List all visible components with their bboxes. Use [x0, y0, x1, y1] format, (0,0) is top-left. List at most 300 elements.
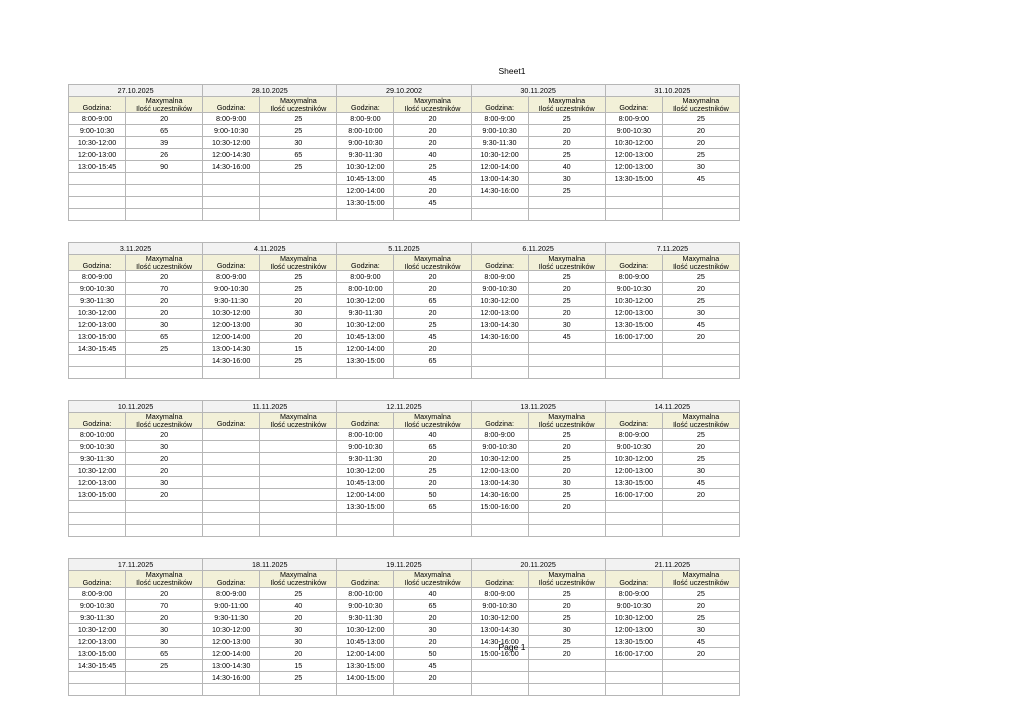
time-cell[interactable] — [471, 197, 528, 209]
capacity-cell[interactable]: 45 — [394, 173, 471, 185]
capacity-cell[interactable] — [126, 513, 203, 525]
time-cell[interactable] — [69, 355, 126, 367]
time-cell[interactable]: 10:30-12:00 — [69, 307, 126, 319]
capacity-cell[interactable] — [260, 477, 337, 489]
time-cell[interactable]: 12:00-13:00 — [605, 149, 662, 161]
capacity-cell[interactable]: 20 — [528, 599, 605, 611]
time-cell[interactable] — [605, 355, 662, 367]
capacity-cell[interactable]: 20 — [662, 441, 739, 453]
capacity-cell[interactable] — [260, 465, 337, 477]
time-cell[interactable]: 12:00-14:00 — [337, 647, 394, 659]
capacity-cell[interactable] — [662, 671, 739, 683]
capacity-cell[interactable] — [528, 525, 605, 537]
time-cell[interactable]: 8:00-9:00 — [203, 271, 260, 283]
time-cell[interactable]: 13:30-15:00 — [337, 197, 394, 209]
time-cell[interactable]: 12:00-13:00 — [605, 623, 662, 635]
time-cell[interactable]: 13:30-15:00 — [337, 355, 394, 367]
time-cell[interactable]: 8:00-10:00 — [337, 429, 394, 441]
capacity-cell[interactable]: 50 — [394, 647, 471, 659]
time-cell[interactable]: 8:00-10:00 — [69, 429, 126, 441]
time-cell[interactable] — [471, 209, 528, 221]
time-cell[interactable] — [605, 683, 662, 695]
time-cell[interactable] — [203, 465, 260, 477]
time-cell[interactable] — [203, 185, 260, 197]
time-cell[interactable]: 9:30-11:30 — [69, 453, 126, 465]
time-cell[interactable] — [605, 525, 662, 537]
capacity-cell[interactable] — [260, 197, 337, 209]
time-cell[interactable] — [471, 671, 528, 683]
time-cell[interactable]: 8:00-9:00 — [605, 113, 662, 125]
capacity-cell[interactable] — [260, 683, 337, 695]
capacity-cell[interactable]: 20 — [260, 331, 337, 343]
time-cell[interactable]: 8:00-10:00 — [337, 283, 394, 295]
capacity-cell[interactable]: 20 — [528, 501, 605, 513]
capacity-cell[interactable] — [662, 209, 739, 221]
capacity-cell[interactable] — [662, 513, 739, 525]
capacity-cell[interactable] — [394, 525, 471, 537]
capacity-cell[interactable]: 20 — [260, 647, 337, 659]
capacity-cell[interactable]: 20 — [394, 343, 471, 355]
time-cell[interactable]: 10:30-12:00 — [605, 611, 662, 623]
time-cell[interactable]: 12:00-13:00 — [203, 319, 260, 331]
capacity-cell[interactable]: 20 — [126, 465, 203, 477]
capacity-cell[interactable]: 30 — [126, 623, 203, 635]
capacity-cell[interactable]: 20 — [260, 611, 337, 623]
capacity-cell[interactable]: 45 — [528, 331, 605, 343]
capacity-cell[interactable]: 45 — [662, 477, 739, 489]
time-cell[interactable]: 9:30-11:30 — [337, 453, 394, 465]
capacity-cell[interactable] — [528, 367, 605, 379]
time-cell[interactable] — [337, 683, 394, 695]
capacity-cell[interactable]: 20 — [662, 283, 739, 295]
time-cell[interactable]: 9:00-10:30 — [605, 125, 662, 137]
time-cell[interactable] — [69, 683, 126, 695]
time-cell[interactable]: 9:00-10:30 — [605, 283, 662, 295]
capacity-cell[interactable]: 26 — [126, 149, 203, 161]
time-cell[interactable]: 8:00-9:00 — [605, 587, 662, 599]
time-cell[interactable] — [605, 367, 662, 379]
time-cell[interactable]: 8:00-10:00 — [337, 125, 394, 137]
time-cell[interactable] — [69, 501, 126, 513]
capacity-cell[interactable] — [394, 513, 471, 525]
time-cell[interactable]: 12:00-14:00 — [203, 647, 260, 659]
capacity-cell[interactable]: 30 — [260, 307, 337, 319]
capacity-cell[interactable]: 20 — [126, 611, 203, 623]
capacity-cell[interactable]: 20 — [528, 647, 605, 659]
capacity-cell[interactable]: 25 — [260, 125, 337, 137]
capacity-cell[interactable]: 30 — [126, 635, 203, 647]
capacity-cell[interactable]: 25 — [528, 453, 605, 465]
time-cell[interactable]: 10:30-12:00 — [203, 307, 260, 319]
capacity-cell[interactable]: 25 — [528, 149, 605, 161]
capacity-cell[interactable]: 25 — [528, 185, 605, 197]
capacity-cell[interactable]: 20 — [394, 185, 471, 197]
capacity-cell[interactable] — [662, 659, 739, 671]
capacity-cell[interactable]: 25 — [260, 161, 337, 173]
capacity-cell[interactable]: 25 — [260, 671, 337, 683]
time-cell[interactable]: 9:00-10:30 — [605, 599, 662, 611]
time-cell[interactable]: 14:30-16:00 — [471, 489, 528, 501]
time-cell[interactable]: 12:00-14:00 — [337, 185, 394, 197]
capacity-cell[interactable]: 30 — [126, 441, 203, 453]
capacity-cell[interactable] — [126, 355, 203, 367]
capacity-cell[interactable]: 25 — [662, 113, 739, 125]
time-cell[interactable]: 9:00-10:30 — [605, 441, 662, 453]
capacity-cell[interactable]: 45 — [394, 197, 471, 209]
time-cell[interactable]: 12:00-13:00 — [605, 161, 662, 173]
capacity-cell[interactable]: 20 — [126, 113, 203, 125]
capacity-cell[interactable]: 30 — [126, 319, 203, 331]
capacity-cell[interactable]: 20 — [662, 489, 739, 501]
capacity-cell[interactable]: 20 — [528, 441, 605, 453]
capacity-cell[interactable] — [528, 683, 605, 695]
capacity-cell[interactable]: 20 — [528, 465, 605, 477]
time-cell[interactable]: 8:00-10:00 — [337, 587, 394, 599]
time-cell[interactable]: 12:00-13:00 — [471, 465, 528, 477]
time-cell[interactable] — [471, 525, 528, 537]
capacity-cell[interactable]: 65 — [126, 125, 203, 137]
capacity-cell[interactable]: 45 — [662, 319, 739, 331]
capacity-cell[interactable] — [126, 367, 203, 379]
time-cell[interactable]: 13:00-14:30 — [203, 659, 260, 671]
time-cell[interactable]: 10:30-12:00 — [605, 295, 662, 307]
time-cell[interactable] — [203, 209, 260, 221]
time-cell[interactable]: 13:00-14:30 — [471, 173, 528, 185]
capacity-cell[interactable]: 40 — [394, 149, 471, 161]
time-cell[interactable]: 8:00-9:00 — [69, 271, 126, 283]
time-cell[interactable]: 9:00-10:30 — [203, 125, 260, 137]
capacity-cell[interactable] — [662, 355, 739, 367]
time-cell[interactable] — [471, 343, 528, 355]
time-cell[interactable]: 9:30-11:30 — [69, 611, 126, 623]
capacity-cell[interactable]: 20 — [394, 635, 471, 647]
capacity-cell[interactable]: 50 — [394, 489, 471, 501]
capacity-cell[interactable] — [260, 185, 337, 197]
time-cell[interactable] — [69, 513, 126, 525]
time-cell[interactable]: 9:00-10:30 — [69, 441, 126, 453]
time-cell[interactable] — [203, 173, 260, 185]
time-cell[interactable]: 13:30-15:00 — [337, 659, 394, 671]
time-cell[interactable]: 8:00-9:00 — [337, 271, 394, 283]
time-cell[interactable] — [203, 367, 260, 379]
time-cell[interactable] — [337, 209, 394, 221]
time-cell[interactable]: 13:00-15:00 — [69, 489, 126, 501]
time-cell[interactable]: 10:30-12:00 — [471, 611, 528, 623]
time-cell[interactable]: 12:00-13:00 — [69, 635, 126, 647]
time-cell[interactable] — [69, 173, 126, 185]
capacity-cell[interactable]: 20 — [528, 125, 605, 137]
capacity-cell[interactable]: 20 — [260, 295, 337, 307]
time-cell[interactable]: 12:00-13:00 — [203, 635, 260, 647]
capacity-cell[interactable]: 20 — [528, 137, 605, 149]
capacity-cell[interactable]: 20 — [394, 125, 471, 137]
time-cell[interactable] — [203, 477, 260, 489]
time-cell[interactable]: 10:30-12:00 — [69, 623, 126, 635]
capacity-cell[interactable] — [528, 513, 605, 525]
capacity-cell[interactable] — [260, 501, 337, 513]
time-cell[interactable]: 16:00-17:00 — [605, 647, 662, 659]
capacity-cell[interactable]: 30 — [260, 635, 337, 647]
capacity-cell[interactable]: 20 — [662, 137, 739, 149]
capacity-cell[interactable]: 30 — [528, 623, 605, 635]
capacity-cell[interactable] — [528, 659, 605, 671]
capacity-cell[interactable]: 25 — [394, 465, 471, 477]
capacity-cell[interactable]: 20 — [394, 611, 471, 623]
capacity-cell[interactable]: 20 — [394, 137, 471, 149]
capacity-cell[interactable]: 30 — [662, 161, 739, 173]
capacity-cell[interactable] — [126, 173, 203, 185]
capacity-cell[interactable]: 30 — [394, 623, 471, 635]
capacity-cell[interactable]: 20 — [126, 453, 203, 465]
time-cell[interactable]: 14:00-15:00 — [337, 671, 394, 683]
time-cell[interactable]: 12:00-13:00 — [605, 465, 662, 477]
capacity-cell[interactable] — [126, 197, 203, 209]
time-cell[interactable]: 10:30-12:00 — [605, 137, 662, 149]
time-cell[interactable] — [203, 453, 260, 465]
capacity-cell[interactable] — [528, 343, 605, 355]
time-cell[interactable] — [605, 659, 662, 671]
capacity-cell[interactable]: 30 — [260, 137, 337, 149]
time-cell[interactable]: 8:00-9:00 — [605, 271, 662, 283]
time-cell[interactable] — [471, 355, 528, 367]
time-cell[interactable] — [203, 683, 260, 695]
time-cell[interactable] — [69, 367, 126, 379]
time-cell[interactable]: 9:30-11:30 — [203, 611, 260, 623]
time-cell[interactable]: 10:30-12:00 — [203, 623, 260, 635]
time-cell[interactable] — [337, 513, 394, 525]
time-cell[interactable]: 14:30-16:00 — [471, 331, 528, 343]
capacity-cell[interactable]: 25 — [528, 489, 605, 501]
time-cell[interactable]: 9:00-10:30 — [69, 125, 126, 137]
time-cell[interactable]: 10:45-13:00 — [337, 635, 394, 647]
time-cell[interactable] — [605, 513, 662, 525]
capacity-cell[interactable]: 40 — [528, 161, 605, 173]
capacity-cell[interactable]: 65 — [394, 355, 471, 367]
capacity-cell[interactable]: 30 — [260, 319, 337, 331]
capacity-cell[interactable]: 25 — [662, 149, 739, 161]
capacity-cell[interactable] — [126, 525, 203, 537]
time-cell[interactable]: 14:30-16:00 — [203, 161, 260, 173]
time-cell[interactable]: 13:00-15:45 — [69, 161, 126, 173]
time-cell[interactable]: 10:30-12:00 — [337, 161, 394, 173]
capacity-cell[interactable]: 25 — [662, 271, 739, 283]
capacity-cell[interactable]: 25 — [260, 283, 337, 295]
capacity-cell[interactable]: 30 — [528, 173, 605, 185]
capacity-cell[interactable]: 65 — [394, 441, 471, 453]
time-cell[interactable] — [69, 525, 126, 537]
capacity-cell[interactable]: 20 — [662, 647, 739, 659]
time-cell[interactable]: 12:00-14:00 — [337, 489, 394, 501]
time-cell[interactable] — [203, 429, 260, 441]
time-cell[interactable] — [605, 501, 662, 513]
capacity-cell[interactable]: 20 — [528, 307, 605, 319]
capacity-cell[interactable]: 30 — [662, 465, 739, 477]
capacity-cell[interactable] — [528, 197, 605, 209]
time-cell[interactable]: 8:00-9:00 — [471, 271, 528, 283]
time-cell[interactable]: 12:00-13:00 — [605, 307, 662, 319]
capacity-cell[interactable]: 65 — [394, 295, 471, 307]
time-cell[interactable]: 8:00-9:00 — [337, 113, 394, 125]
time-cell[interactable] — [337, 525, 394, 537]
time-cell[interactable]: 8:00-9:00 — [605, 429, 662, 441]
time-cell[interactable]: 10:30-12:00 — [69, 137, 126, 149]
capacity-cell[interactable]: 25 — [528, 271, 605, 283]
time-cell[interactable]: 12:00-13:00 — [471, 307, 528, 319]
capacity-cell[interactable] — [126, 209, 203, 221]
capacity-cell[interactable]: 20 — [394, 307, 471, 319]
capacity-cell[interactable]: 20 — [394, 113, 471, 125]
time-cell[interactable] — [69, 671, 126, 683]
time-cell[interactable]: 9:00-10:30 — [203, 283, 260, 295]
capacity-cell[interactable]: 25 — [528, 635, 605, 647]
time-cell[interactable] — [203, 197, 260, 209]
capacity-cell[interactable]: 25 — [126, 343, 203, 355]
time-cell[interactable]: 10:30-12:00 — [69, 465, 126, 477]
capacity-cell[interactable]: 25 — [662, 587, 739, 599]
capacity-cell[interactable] — [260, 367, 337, 379]
time-cell[interactable]: 9:30-11:30 — [69, 295, 126, 307]
capacity-cell[interactable]: 25 — [260, 113, 337, 125]
time-cell[interactable]: 8:00-9:00 — [69, 113, 126, 125]
capacity-cell[interactable]: 25 — [528, 587, 605, 599]
capacity-cell[interactable]: 20 — [126, 429, 203, 441]
capacity-cell[interactable] — [662, 525, 739, 537]
capacity-cell[interactable] — [260, 209, 337, 221]
capacity-cell[interactable]: 25 — [528, 429, 605, 441]
capacity-cell[interactable] — [394, 367, 471, 379]
time-cell[interactable]: 14:30-15:45 — [69, 659, 126, 671]
time-cell[interactable]: 14:30-16:00 — [471, 635, 528, 647]
time-cell[interactable]: 12:00-14:00 — [337, 343, 394, 355]
time-cell[interactable] — [605, 343, 662, 355]
capacity-cell[interactable] — [260, 453, 337, 465]
time-cell[interactable] — [69, 209, 126, 221]
time-cell[interactable] — [337, 367, 394, 379]
capacity-cell[interactable]: 20 — [662, 331, 739, 343]
time-cell[interactable]: 10:30-12:00 — [337, 319, 394, 331]
capacity-cell[interactable]: 40 — [260, 599, 337, 611]
time-cell[interactable]: 16:00-17:00 — [605, 331, 662, 343]
time-cell[interactable] — [203, 441, 260, 453]
capacity-cell[interactable]: 70 — [126, 599, 203, 611]
time-cell[interactable]: 9:00-10:30 — [337, 599, 394, 611]
capacity-cell[interactable] — [528, 355, 605, 367]
capacity-cell[interactable]: 20 — [394, 671, 471, 683]
capacity-cell[interactable] — [662, 501, 739, 513]
time-cell[interactable]: 9:00-10:30 — [471, 599, 528, 611]
time-cell[interactable]: 10:30-12:00 — [471, 295, 528, 307]
capacity-cell[interactable]: 20 — [126, 307, 203, 319]
capacity-cell[interactable]: 20 — [394, 477, 471, 489]
capacity-cell[interactable]: 65 — [394, 599, 471, 611]
capacity-cell[interactable]: 20 — [126, 295, 203, 307]
time-cell[interactable]: 8:00-9:00 — [203, 113, 260, 125]
time-cell[interactable]: 10:45-13:00 — [337, 331, 394, 343]
capacity-cell[interactable]: 20 — [126, 489, 203, 501]
time-cell[interactable]: 8:00-9:00 — [471, 113, 528, 125]
capacity-cell[interactable]: 45 — [394, 659, 471, 671]
time-cell[interactable]: 10:30-12:00 — [337, 623, 394, 635]
time-cell[interactable]: 8:00-9:00 — [69, 587, 126, 599]
capacity-cell[interactable]: 20 — [662, 125, 739, 137]
time-cell[interactable]: 9:00-10:30 — [337, 441, 394, 453]
time-cell[interactable] — [605, 671, 662, 683]
capacity-cell[interactable] — [260, 441, 337, 453]
time-cell[interactable]: 15:00-16:00 — [471, 647, 528, 659]
time-cell[interactable]: 9:00-10:30 — [471, 441, 528, 453]
time-cell[interactable]: 10:30-12:00 — [471, 453, 528, 465]
capacity-cell[interactable]: 45 — [394, 331, 471, 343]
time-cell[interactable]: 14:30-16:00 — [471, 185, 528, 197]
time-cell[interactable] — [605, 209, 662, 221]
time-cell[interactable]: 9:30-11:30 — [337, 307, 394, 319]
time-cell[interactable] — [471, 513, 528, 525]
capacity-cell[interactable] — [662, 367, 739, 379]
time-cell[interactable]: 9:00-10:30 — [69, 283, 126, 295]
time-cell[interactable]: 8:00-9:00 — [471, 587, 528, 599]
time-cell[interactable]: 13:30-15:00 — [605, 635, 662, 647]
time-cell[interactable]: 12:00-14:30 — [203, 149, 260, 161]
capacity-cell[interactable] — [394, 209, 471, 221]
capacity-cell[interactable] — [126, 501, 203, 513]
capacity-cell[interactable] — [394, 683, 471, 695]
capacity-cell[interactable]: 90 — [126, 161, 203, 173]
capacity-cell[interactable]: 40 — [394, 587, 471, 599]
capacity-cell[interactable] — [662, 683, 739, 695]
capacity-cell[interactable]: 30 — [662, 623, 739, 635]
time-cell[interactable]: 12:00-14:00 — [471, 161, 528, 173]
capacity-cell[interactable]: 25 — [260, 355, 337, 367]
time-cell[interactable]: 9:00-10:30 — [337, 137, 394, 149]
time-cell[interactable]: 9:00-10:30 — [471, 283, 528, 295]
capacity-cell[interactable]: 39 — [126, 137, 203, 149]
time-cell[interactable]: 10:45-13:00 — [337, 477, 394, 489]
time-cell[interactable]: 9:30-11:30 — [337, 611, 394, 623]
time-cell[interactable]: 13:00-14:30 — [203, 343, 260, 355]
capacity-cell[interactable]: 65 — [260, 149, 337, 161]
capacity-cell[interactable]: 20 — [394, 453, 471, 465]
capacity-cell[interactable]: 30 — [126, 477, 203, 489]
time-cell[interactable]: 12:00-13:00 — [69, 477, 126, 489]
time-cell[interactable]: 10:30-12:00 — [471, 149, 528, 161]
capacity-cell[interactable] — [126, 185, 203, 197]
capacity-cell[interactable]: 25 — [662, 429, 739, 441]
capacity-cell[interactable]: 20 — [528, 283, 605, 295]
time-cell[interactable]: 13:00-14:30 — [471, 623, 528, 635]
time-cell[interactable]: 13:00-15:00 — [69, 331, 126, 343]
time-cell[interactable]: 14:30-16:00 — [203, 671, 260, 683]
time-cell[interactable]: 8:00-9:00 — [203, 587, 260, 599]
time-cell[interactable] — [605, 185, 662, 197]
time-cell[interactable]: 9:00-10:30 — [69, 599, 126, 611]
time-cell[interactable]: 13:00-15:00 — [69, 647, 126, 659]
time-cell[interactable]: 13:00-14:30 — [471, 477, 528, 489]
capacity-cell[interactable] — [260, 489, 337, 501]
time-cell[interactable]: 13:30-15:00 — [605, 173, 662, 185]
capacity-cell[interactable]: 45 — [662, 635, 739, 647]
time-cell[interactable]: 9:00-11:00 — [203, 599, 260, 611]
capacity-cell[interactable]: 20 — [126, 587, 203, 599]
time-cell[interactable]: 15:00-16:00 — [471, 501, 528, 513]
capacity-cell[interactable]: 25 — [126, 659, 203, 671]
capacity-cell[interactable]: 45 — [662, 173, 739, 185]
time-cell[interactable] — [471, 683, 528, 695]
capacity-cell[interactable]: 15 — [260, 343, 337, 355]
time-cell[interactable]: 13:00-14:30 — [471, 319, 528, 331]
time-cell[interactable]: 13:30-15:00 — [337, 501, 394, 513]
capacity-cell[interactable]: 30 — [528, 319, 605, 331]
time-cell[interactable]: 13:30-15:00 — [605, 477, 662, 489]
